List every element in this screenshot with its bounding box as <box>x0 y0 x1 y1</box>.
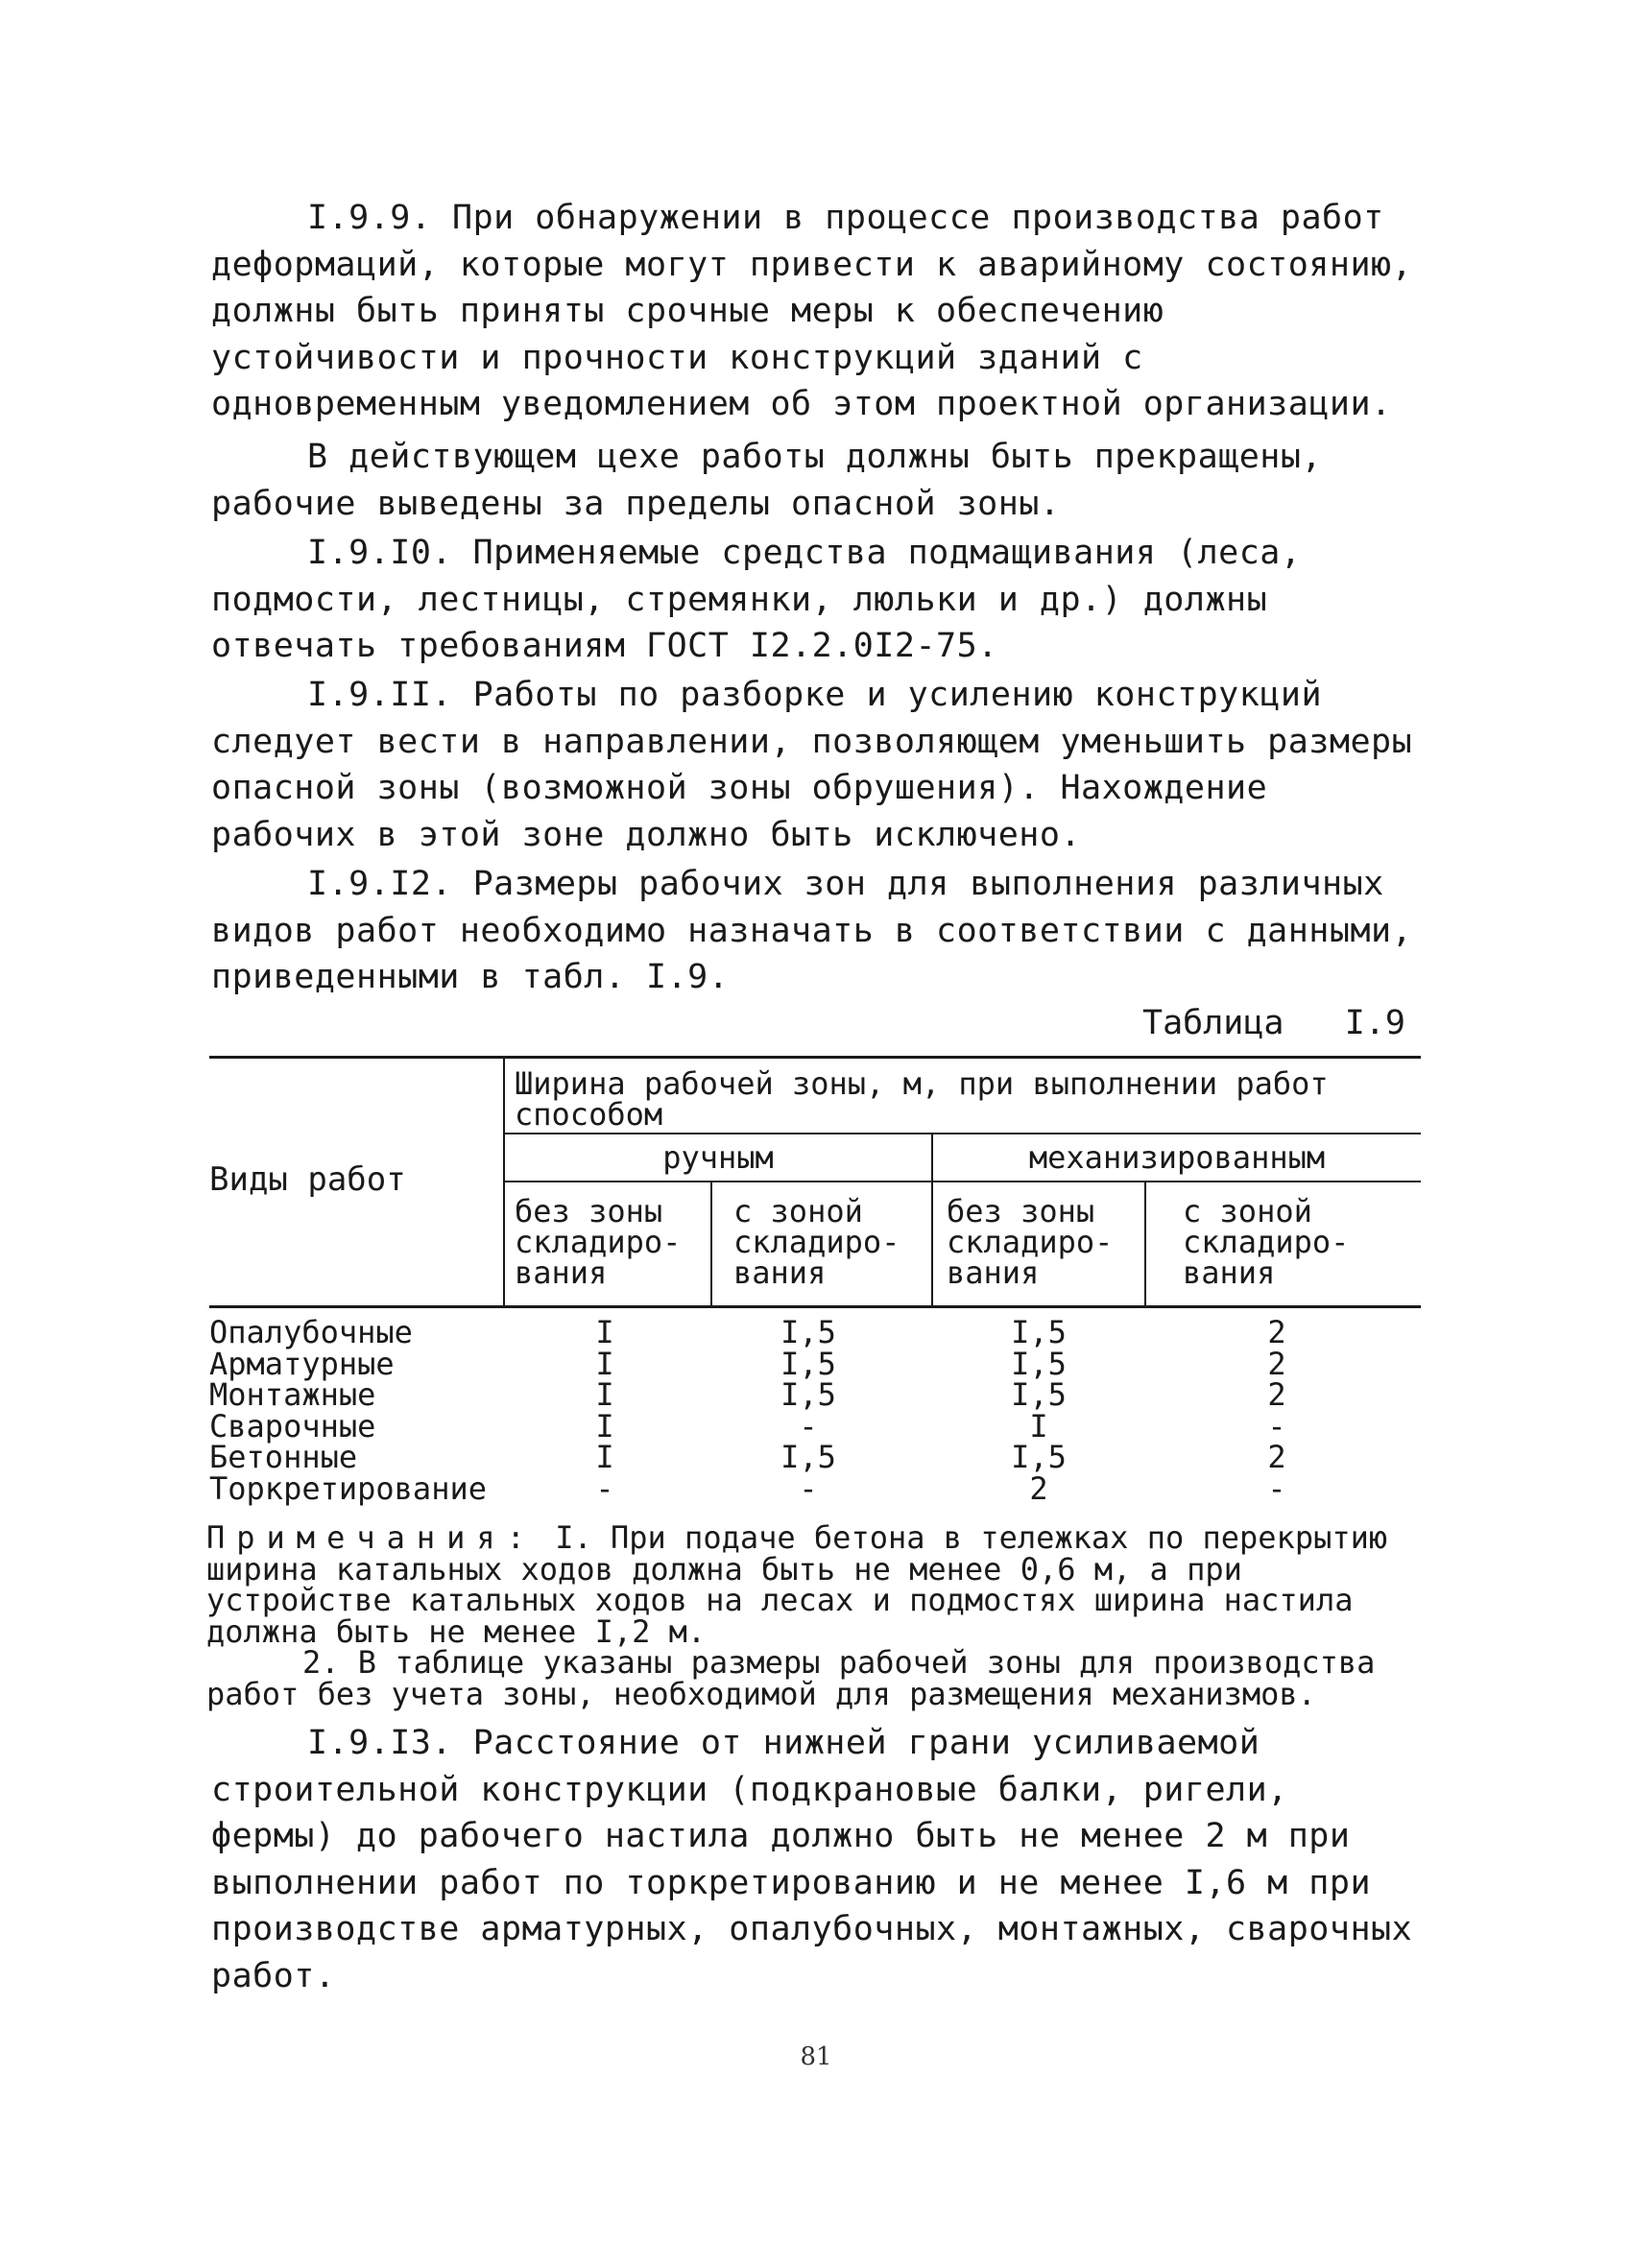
table-rule-groups <box>503 1133 1421 1134</box>
header-sub-4: с зоной складиро-вания <box>1183 1193 1350 1291</box>
table-cell: - <box>1267 1469 1286 1507</box>
table-cell: I,5 <box>1011 1345 1067 1382</box>
table-vline-sub-3 <box>1144 1181 1146 1305</box>
paragraph-1-9-13: I.9.I3. Расстояние от нижней грани усиливаемой строительной конструкции (подкрановые балки, ригели, фермы) до рабочего настила должно быть не менее 2 м при выполнении работ по торкретированию и не менее I,6 м при производстве арматурных, опалубочных, монтажных, сварочных работ. <box>211 1724 1413 1995</box>
paragraph-1-9-9: I.9.9. При обнаружении в процессе производства работ деформаций, которые могут привести к аварийному состоянию, должны быть приняты срочные меры к обеспечению устойчивости и прочности конструкций зданий с одновременным уведомлением об этом проектной организации. <box>211 199 1413 423</box>
table-vline-sub-1 <box>710 1181 712 1305</box>
table-cell: I,5 <box>780 1314 836 1350</box>
table-cell: - <box>799 1469 818 1507</box>
table-top-rule <box>209 1056 1421 1059</box>
table-cell: - <box>595 1469 614 1507</box>
table-row-kind: Арматурные <box>209 1345 395 1382</box>
header-group-mechanized: механизированным <box>1028 1139 1326 1176</box>
notes-2: 2. В таблице указаны размеры рабочей зоны для производства работ без учета зоны, необходимой для размещения механизмов. <box>206 1644 1376 1712</box>
table-cell: - <box>1267 1407 1286 1444</box>
header-zone-width: Ширина рабочей зоны, м, при выполнении работ способом <box>515 1065 1329 1133</box>
paragraph-shop-stop: В действующем цехе работы должны быть прекращены, рабочие выведены за пределы опасной зоны. <box>211 438 1323 523</box>
notes-1 <box>206 1519 1445 1650</box>
header-sub-1: без зоны складиро-вания <box>515 1193 682 1291</box>
table-cell: 2 <box>1029 1469 1048 1507</box>
table-cell: I,5 <box>1011 1376 1067 1413</box>
header-sub-2: с зоной складиро-вания <box>733 1193 900 1291</box>
header-group-manual: ручным <box>662 1139 774 1176</box>
table-row-kind: Монтажные <box>209 1376 376 1413</box>
table-cell: 2 <box>1267 1376 1286 1413</box>
table-cell: I <box>595 1439 614 1475</box>
table-cell: I,5 <box>1011 1439 1067 1475</box>
table-cell: I <box>595 1407 614 1444</box>
table-cell: I <box>595 1314 614 1350</box>
table-cell: I,5 <box>780 1376 836 1413</box>
table-cell: - <box>799 1407 818 1444</box>
table-rule-sub <box>503 1181 1421 1182</box>
table-row-kind: Сварочные <box>209 1407 376 1444</box>
table-cell: 2 <box>1267 1345 1286 1382</box>
table-cell: I,5 <box>1011 1314 1067 1350</box>
note-1-text: I. При подаче бетона в тележках по перекрытию ширина катальных ходов должна быть не менее 0,6 м, а при устройстве катальных ходов на лесах и подмостях ширина настила должна быть не менее I,2 м. <box>206 1519 1388 1650</box>
table-caption: Таблица I.9 <box>1142 1004 1405 1042</box>
header-sub-3: без зоны складиро-вания <box>947 1193 1114 1291</box>
paragraph-1-9-12: I.9.I2. Размеры рабочих зон для выполнения различных видов работ необходимо назначать в соответствии с данными, приведенными в табл. I.9. <box>211 865 1413 996</box>
table-row-kind: Бетонные <box>209 1439 358 1475</box>
table-cell: I <box>595 1345 614 1382</box>
paragraph-1-9-10: I.9.I0. Применяемые средства подмащивания (леса, подмости, лестницы, стремянки, люльки и др.) должны отвечать требованиям ГОСТ I2.2.0I2-75. <box>211 534 1302 665</box>
page-number: 81 <box>800 2042 832 2071</box>
header-kind-of-work: Виды работ <box>209 1160 406 1199</box>
table-header-bottom-rule <box>209 1305 1421 1308</box>
notes-label: Примечания: <box>206 1519 537 1556</box>
table-cell: I,5 <box>780 1439 836 1475</box>
table-cell: I,5 <box>780 1345 836 1382</box>
table-row-kind: Опалубочные <box>209 1314 413 1350</box>
table-cell: 2 <box>1267 1314 1286 1350</box>
table-cell: I <box>1029 1407 1048 1444</box>
table-row-kind: Торкретирование <box>209 1469 487 1507</box>
paragraph-1-9-11: I.9.II. Работы по разборке и усилению конструкций следует вести в направлении, позволяющем уменьшить размеры опасной зоны (возможной зоны обрушения). Нахождение рабочих в этой зоне должно быть исключено. <box>211 676 1413 854</box>
table-cell: I <box>595 1376 614 1413</box>
table-cell: 2 <box>1267 1439 1286 1475</box>
